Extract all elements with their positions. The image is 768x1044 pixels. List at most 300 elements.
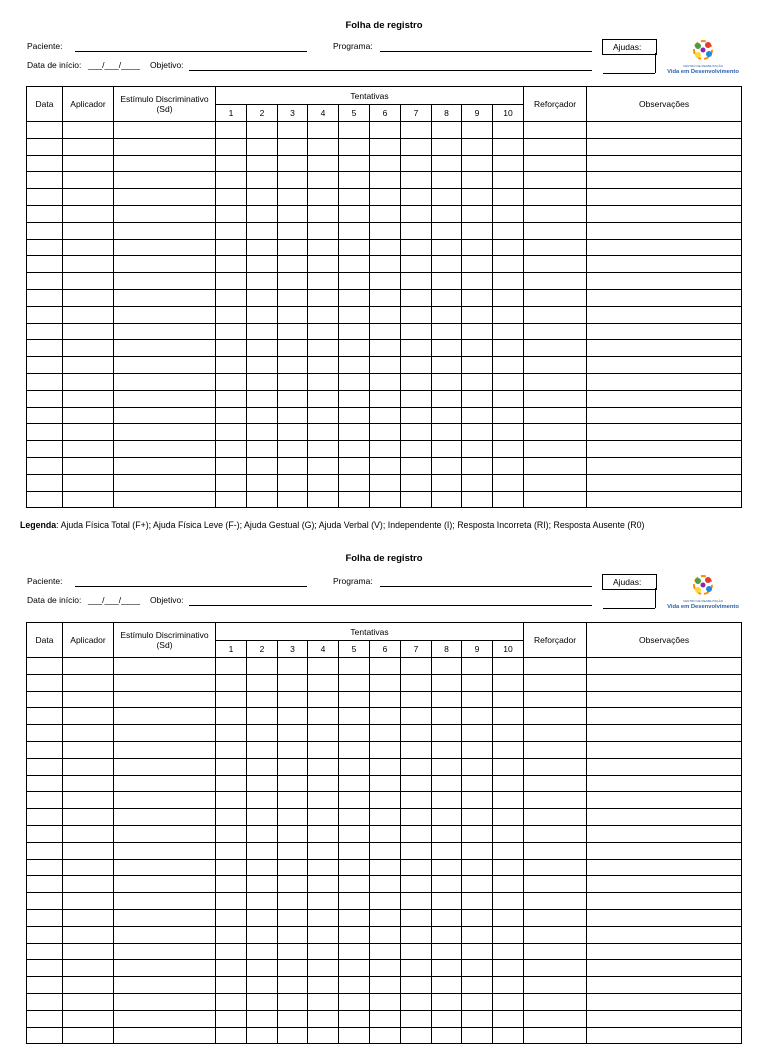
table-cell[interactable] <box>114 876 216 893</box>
table-cell[interactable] <box>432 205 462 222</box>
table-cell[interactable] <box>216 1027 247 1044</box>
table-cell[interactable] <box>247 323 278 340</box>
table-cell[interactable] <box>27 741 63 758</box>
table-cell[interactable] <box>278 256 308 273</box>
table-cell[interactable] <box>63 993 114 1010</box>
table-cell[interactable] <box>370 289 401 306</box>
table-cell[interactable] <box>27 457 63 474</box>
table-cell[interactable] <box>462 792 493 809</box>
table-cell[interactable] <box>63 674 114 691</box>
table-cell[interactable] <box>587 441 742 458</box>
table-cell[interactable] <box>493 457 524 474</box>
table-cell[interactable] <box>462 172 493 189</box>
table-cell[interactable] <box>63 138 114 155</box>
table-cell[interactable] <box>432 189 462 206</box>
table-cell[interactable] <box>27 943 63 960</box>
table-cell[interactable] <box>27 289 63 306</box>
table-cell[interactable] <box>462 138 493 155</box>
table-cell[interactable] <box>370 273 401 290</box>
table-cell[interactable] <box>432 758 462 775</box>
table-cell[interactable] <box>308 708 339 725</box>
table-cell[interactable] <box>114 993 216 1010</box>
table-cell[interactable] <box>587 859 742 876</box>
table-cell[interactable] <box>462 909 493 926</box>
table-cell[interactable] <box>493 708 524 725</box>
table-cell[interactable] <box>462 960 493 977</box>
table-cell[interactable] <box>401 340 432 357</box>
table-cell[interactable] <box>370 741 401 758</box>
table-cell[interactable] <box>462 876 493 893</box>
table-cell[interactable] <box>308 960 339 977</box>
table-cell[interactable] <box>339 725 370 742</box>
table-cell[interactable] <box>493 474 524 491</box>
table-cell[interactable] <box>524 893 587 910</box>
table-cell[interactable] <box>278 708 308 725</box>
table-cell[interactable] <box>114 1027 216 1044</box>
table-cell[interactable] <box>114 825 216 842</box>
table-cell[interactable] <box>462 1027 493 1044</box>
table-cell[interactable] <box>370 658 401 675</box>
table-cell[interactable] <box>278 273 308 290</box>
table-cell[interactable] <box>524 273 587 290</box>
table-cell[interactable] <box>339 357 370 374</box>
table-cell[interactable] <box>63 926 114 943</box>
table-cell[interactable] <box>493 256 524 273</box>
table-cell[interactable] <box>339 441 370 458</box>
table-cell[interactable] <box>308 122 339 139</box>
table-cell[interactable] <box>462 993 493 1010</box>
table-cell[interactable] <box>401 491 432 508</box>
table-cell[interactable] <box>493 390 524 407</box>
table-cell[interactable] <box>587 373 742 390</box>
table-cell[interactable] <box>339 943 370 960</box>
table-cell[interactable] <box>524 122 587 139</box>
table-cell[interactable] <box>587 189 742 206</box>
table-cell[interactable] <box>493 373 524 390</box>
table-cell[interactable] <box>63 758 114 775</box>
table-cell[interactable] <box>278 658 308 675</box>
table-cell[interactable] <box>63 189 114 206</box>
table-cell[interactable] <box>370 256 401 273</box>
table-cell[interactable] <box>278 222 308 239</box>
table-cell[interactable] <box>247 289 278 306</box>
table-cell[interactable] <box>432 357 462 374</box>
table-cell[interactable] <box>278 373 308 390</box>
table-cell[interactable] <box>247 758 278 775</box>
table-cell[interactable] <box>587 825 742 842</box>
table-cell[interactable] <box>216 741 247 758</box>
table-cell[interactable] <box>462 474 493 491</box>
table-cell[interactable] <box>216 373 247 390</box>
table-cell[interactable] <box>27 758 63 775</box>
table-cell[interactable] <box>339 340 370 357</box>
table-cell[interactable] <box>587 172 742 189</box>
table-cell[interactable] <box>524 993 587 1010</box>
table-cell[interactable] <box>216 926 247 943</box>
table-cell[interactable] <box>462 407 493 424</box>
table-cell[interactable] <box>339 289 370 306</box>
table-cell[interactable] <box>63 960 114 977</box>
table-cell[interactable] <box>216 323 247 340</box>
table-cell[interactable] <box>462 658 493 675</box>
table-cell[interactable] <box>587 926 742 943</box>
table-cell[interactable] <box>524 474 587 491</box>
table-cell[interactable] <box>401 725 432 742</box>
table-cell[interactable] <box>27 172 63 189</box>
table-cell[interactable] <box>63 172 114 189</box>
table-cell[interactable] <box>308 775 339 792</box>
table-cell[interactable] <box>247 407 278 424</box>
table-cell[interactable] <box>432 138 462 155</box>
table-cell[interactable] <box>587 239 742 256</box>
table-cell[interactable] <box>27 893 63 910</box>
table-cell[interactable] <box>114 658 216 675</box>
table-cell[interactable] <box>308 474 339 491</box>
programa-field[interactable] <box>380 51 592 52</box>
table-cell[interactable] <box>339 172 370 189</box>
table-cell[interactable] <box>114 273 216 290</box>
table-cell[interactable] <box>462 691 493 708</box>
table-cell[interactable] <box>370 691 401 708</box>
table-cell[interactable] <box>432 909 462 926</box>
table-cell[interactable] <box>216 340 247 357</box>
table-cell[interactable] <box>216 775 247 792</box>
table-cell[interactable] <box>587 1027 742 1044</box>
table-cell[interactable] <box>524 1010 587 1027</box>
table-cell[interactable] <box>339 390 370 407</box>
table-cell[interactable] <box>401 138 432 155</box>
table-cell[interactable] <box>247 189 278 206</box>
table-cell[interactable] <box>432 1027 462 1044</box>
table-cell[interactable] <box>278 1010 308 1027</box>
table-cell[interactable] <box>432 457 462 474</box>
table-cell[interactable] <box>587 775 742 792</box>
table-cell[interactable] <box>27 373 63 390</box>
table-cell[interactable] <box>587 390 742 407</box>
table-cell[interactable] <box>587 842 742 859</box>
table-cell[interactable] <box>308 306 339 323</box>
table-cell[interactable] <box>339 407 370 424</box>
table-cell[interactable] <box>27 909 63 926</box>
table-cell[interactable] <box>587 306 742 323</box>
table-cell[interactable] <box>216 189 247 206</box>
table-cell[interactable] <box>432 390 462 407</box>
table-cell[interactable] <box>401 122 432 139</box>
table-cell[interactable] <box>401 977 432 994</box>
table-cell[interactable] <box>370 424 401 441</box>
table-cell[interactable] <box>308 239 339 256</box>
table-cell[interactable] <box>278 893 308 910</box>
table-cell[interactable] <box>247 1027 278 1044</box>
table-cell[interactable] <box>587 741 742 758</box>
table-cell[interactable] <box>432 323 462 340</box>
table-cell[interactable] <box>278 340 308 357</box>
table-cell[interactable] <box>493 122 524 139</box>
table-cell[interactable] <box>308 977 339 994</box>
table-cell[interactable] <box>493 741 524 758</box>
table-cell[interactable] <box>524 189 587 206</box>
table-cell[interactable] <box>493 943 524 960</box>
table-cell[interactable] <box>278 909 308 926</box>
table-cell[interactable] <box>339 424 370 441</box>
table-cell[interactable] <box>432 424 462 441</box>
table-cell[interactable] <box>114 256 216 273</box>
table-cell[interactable] <box>432 658 462 675</box>
table-cell[interactable] <box>370 239 401 256</box>
table-cell[interactable] <box>216 441 247 458</box>
table-cell[interactable] <box>308 155 339 172</box>
table-cell[interactable] <box>462 926 493 943</box>
table-cell[interactable] <box>524 491 587 508</box>
data-inicio-field[interactable]: ___/___/____ <box>88 595 140 605</box>
table-cell[interactable] <box>587 289 742 306</box>
table-cell[interactable] <box>432 273 462 290</box>
table-cell[interactable] <box>339 239 370 256</box>
table-cell[interactable] <box>462 825 493 842</box>
table-cell[interactable] <box>401 876 432 893</box>
table-cell[interactable] <box>63 792 114 809</box>
table-cell[interactable] <box>339 1010 370 1027</box>
table-cell[interactable] <box>247 357 278 374</box>
table-cell[interactable] <box>216 758 247 775</box>
table-cell[interactable] <box>339 909 370 926</box>
table-cell[interactable] <box>401 893 432 910</box>
table-cell[interactable] <box>278 138 308 155</box>
table-cell[interactable] <box>493 172 524 189</box>
table-cell[interactable] <box>216 893 247 910</box>
table-cell[interactable] <box>247 691 278 708</box>
table-cell[interactable] <box>370 977 401 994</box>
table-cell[interactable] <box>278 977 308 994</box>
table-cell[interactable] <box>247 390 278 407</box>
table-cell[interactable] <box>27 792 63 809</box>
table-cell[interactable] <box>308 1027 339 1044</box>
table-cell[interactable] <box>462 239 493 256</box>
table-cell[interactable] <box>339 222 370 239</box>
table-cell[interactable] <box>216 943 247 960</box>
table-cell[interactable] <box>370 1010 401 1027</box>
table-cell[interactable] <box>278 122 308 139</box>
table-cell[interactable] <box>587 691 742 708</box>
table-cell[interactable] <box>247 1010 278 1027</box>
table-cell[interactable] <box>401 323 432 340</box>
table-cell[interactable] <box>114 491 216 508</box>
table-cell[interactable] <box>401 758 432 775</box>
table-cell[interactable] <box>308 943 339 960</box>
table-cell[interactable] <box>308 993 339 1010</box>
table-cell[interactable] <box>247 491 278 508</box>
table-cell[interactable] <box>432 741 462 758</box>
table-cell[interactable] <box>401 390 432 407</box>
table-cell[interactable] <box>524 809 587 826</box>
table-cell[interactable] <box>308 825 339 842</box>
table-cell[interactable] <box>370 357 401 374</box>
table-cell[interactable] <box>63 1010 114 1027</box>
table-cell[interactable] <box>462 373 493 390</box>
table-cell[interactable] <box>524 390 587 407</box>
table-cell[interactable] <box>114 340 216 357</box>
table-cell[interactable] <box>27 725 63 742</box>
table-cell[interactable] <box>432 809 462 826</box>
table-cell[interactable] <box>401 809 432 826</box>
table-cell[interactable] <box>462 977 493 994</box>
table-cell[interactable] <box>493 725 524 742</box>
table-cell[interactable] <box>216 239 247 256</box>
table-cell[interactable] <box>493 189 524 206</box>
table-cell[interactable] <box>216 993 247 1010</box>
table-cell[interactable] <box>524 741 587 758</box>
table-cell[interactable] <box>308 289 339 306</box>
table-cell[interactable] <box>27 960 63 977</box>
table-cell[interactable] <box>63 658 114 675</box>
table-cell[interactable] <box>339 775 370 792</box>
table-cell[interactable] <box>339 1027 370 1044</box>
table-cell[interactable] <box>524 138 587 155</box>
table-cell[interactable] <box>27 239 63 256</box>
table-cell[interactable] <box>278 825 308 842</box>
table-cell[interactable] <box>462 943 493 960</box>
table-cell[interactable] <box>27 691 63 708</box>
table-cell[interactable] <box>587 993 742 1010</box>
table-cell[interactable] <box>278 691 308 708</box>
table-cell[interactable] <box>278 474 308 491</box>
table-cell[interactable] <box>63 943 114 960</box>
table-cell[interactable] <box>247 306 278 323</box>
table-cell[interactable] <box>308 658 339 675</box>
table-cell[interactable] <box>278 357 308 374</box>
table-cell[interactable] <box>462 674 493 691</box>
table-cell[interactable] <box>114 357 216 374</box>
table-cell[interactable] <box>370 926 401 943</box>
table-cell[interactable] <box>339 323 370 340</box>
table-cell[interactable] <box>370 138 401 155</box>
table-cell[interactable] <box>401 189 432 206</box>
table-cell[interactable] <box>587 273 742 290</box>
table-cell[interactable] <box>401 205 432 222</box>
table-cell[interactable] <box>462 155 493 172</box>
table-cell[interactable] <box>462 741 493 758</box>
table-cell[interactable] <box>370 491 401 508</box>
table-cell[interactable] <box>587 792 742 809</box>
table-cell[interactable] <box>493 424 524 441</box>
table-cell[interactable] <box>308 222 339 239</box>
table-cell[interactable] <box>432 256 462 273</box>
table-cell[interactable] <box>462 859 493 876</box>
table-cell[interactable] <box>278 674 308 691</box>
table-cell[interactable] <box>247 273 278 290</box>
table-cell[interactable] <box>63 876 114 893</box>
table-cell[interactable] <box>247 943 278 960</box>
table-cell[interactable] <box>524 457 587 474</box>
table-cell[interactable] <box>493 441 524 458</box>
table-cell[interactable] <box>401 441 432 458</box>
table-cell[interactable] <box>401 741 432 758</box>
table-cell[interactable] <box>462 725 493 742</box>
table-cell[interactable] <box>27 809 63 826</box>
table-cell[interactable] <box>524 407 587 424</box>
table-cell[interactable] <box>114 457 216 474</box>
table-cell[interactable] <box>524 1027 587 1044</box>
table-cell[interactable] <box>339 674 370 691</box>
table-cell[interactable] <box>216 859 247 876</box>
table-cell[interactable] <box>308 893 339 910</box>
table-cell[interactable] <box>493 926 524 943</box>
table-cell[interactable] <box>278 741 308 758</box>
table-cell[interactable] <box>524 340 587 357</box>
table-cell[interactable] <box>462 189 493 206</box>
table-cell[interactable] <box>63 893 114 910</box>
table-cell[interactable] <box>524 876 587 893</box>
table-cell[interactable] <box>493 977 524 994</box>
table-cell[interactable] <box>308 189 339 206</box>
table-cell[interactable] <box>63 708 114 725</box>
table-cell[interactable] <box>216 273 247 290</box>
table-cell[interactable] <box>114 390 216 407</box>
table-cell[interactable] <box>339 809 370 826</box>
table-cell[interactable] <box>247 474 278 491</box>
table-cell[interactable] <box>432 943 462 960</box>
table-cell[interactable] <box>493 323 524 340</box>
table-cell[interactable] <box>524 691 587 708</box>
table-cell[interactable] <box>247 909 278 926</box>
table-cell[interactable] <box>308 725 339 742</box>
table-cell[interactable] <box>524 357 587 374</box>
table-cell[interactable] <box>308 926 339 943</box>
table-cell[interactable] <box>432 289 462 306</box>
table-cell[interactable] <box>370 792 401 809</box>
table-cell[interactable] <box>63 691 114 708</box>
table-cell[interactable] <box>524 289 587 306</box>
table-cell[interactable] <box>63 441 114 458</box>
table-cell[interactable] <box>216 205 247 222</box>
table-cell[interactable] <box>493 876 524 893</box>
table-cell[interactable] <box>432 725 462 742</box>
table-cell[interactable] <box>114 977 216 994</box>
table-cell[interactable] <box>370 674 401 691</box>
table-cell[interactable] <box>370 1027 401 1044</box>
table-cell[interactable] <box>432 373 462 390</box>
table-cell[interactable] <box>308 172 339 189</box>
table-cell[interactable] <box>27 155 63 172</box>
table-cell[interactable] <box>278 306 308 323</box>
table-cell[interactable] <box>247 155 278 172</box>
table-cell[interactable] <box>278 239 308 256</box>
table-cell[interactable] <box>339 977 370 994</box>
table-cell[interactable] <box>114 323 216 340</box>
table-cell[interactable] <box>216 357 247 374</box>
table-cell[interactable] <box>216 424 247 441</box>
objetivo-field[interactable] <box>189 70 592 71</box>
table-cell[interactable] <box>216 407 247 424</box>
table-cell[interactable] <box>114 960 216 977</box>
table-cell[interactable] <box>308 256 339 273</box>
table-cell[interactable] <box>493 340 524 357</box>
table-cell[interactable] <box>247 842 278 859</box>
table-cell[interactable] <box>401 674 432 691</box>
table-cell[interactable] <box>216 691 247 708</box>
table-cell[interactable] <box>401 172 432 189</box>
table-cell[interactable] <box>493 691 524 708</box>
table-cell[interactable] <box>308 842 339 859</box>
table-cell[interactable] <box>432 876 462 893</box>
table-cell[interactable] <box>587 809 742 826</box>
table-cell[interactable] <box>278 491 308 508</box>
table-cell[interactable] <box>370 441 401 458</box>
table-cell[interactable] <box>114 893 216 910</box>
table-cell[interactable] <box>493 357 524 374</box>
table-cell[interactable] <box>587 960 742 977</box>
table-cell[interactable] <box>339 926 370 943</box>
